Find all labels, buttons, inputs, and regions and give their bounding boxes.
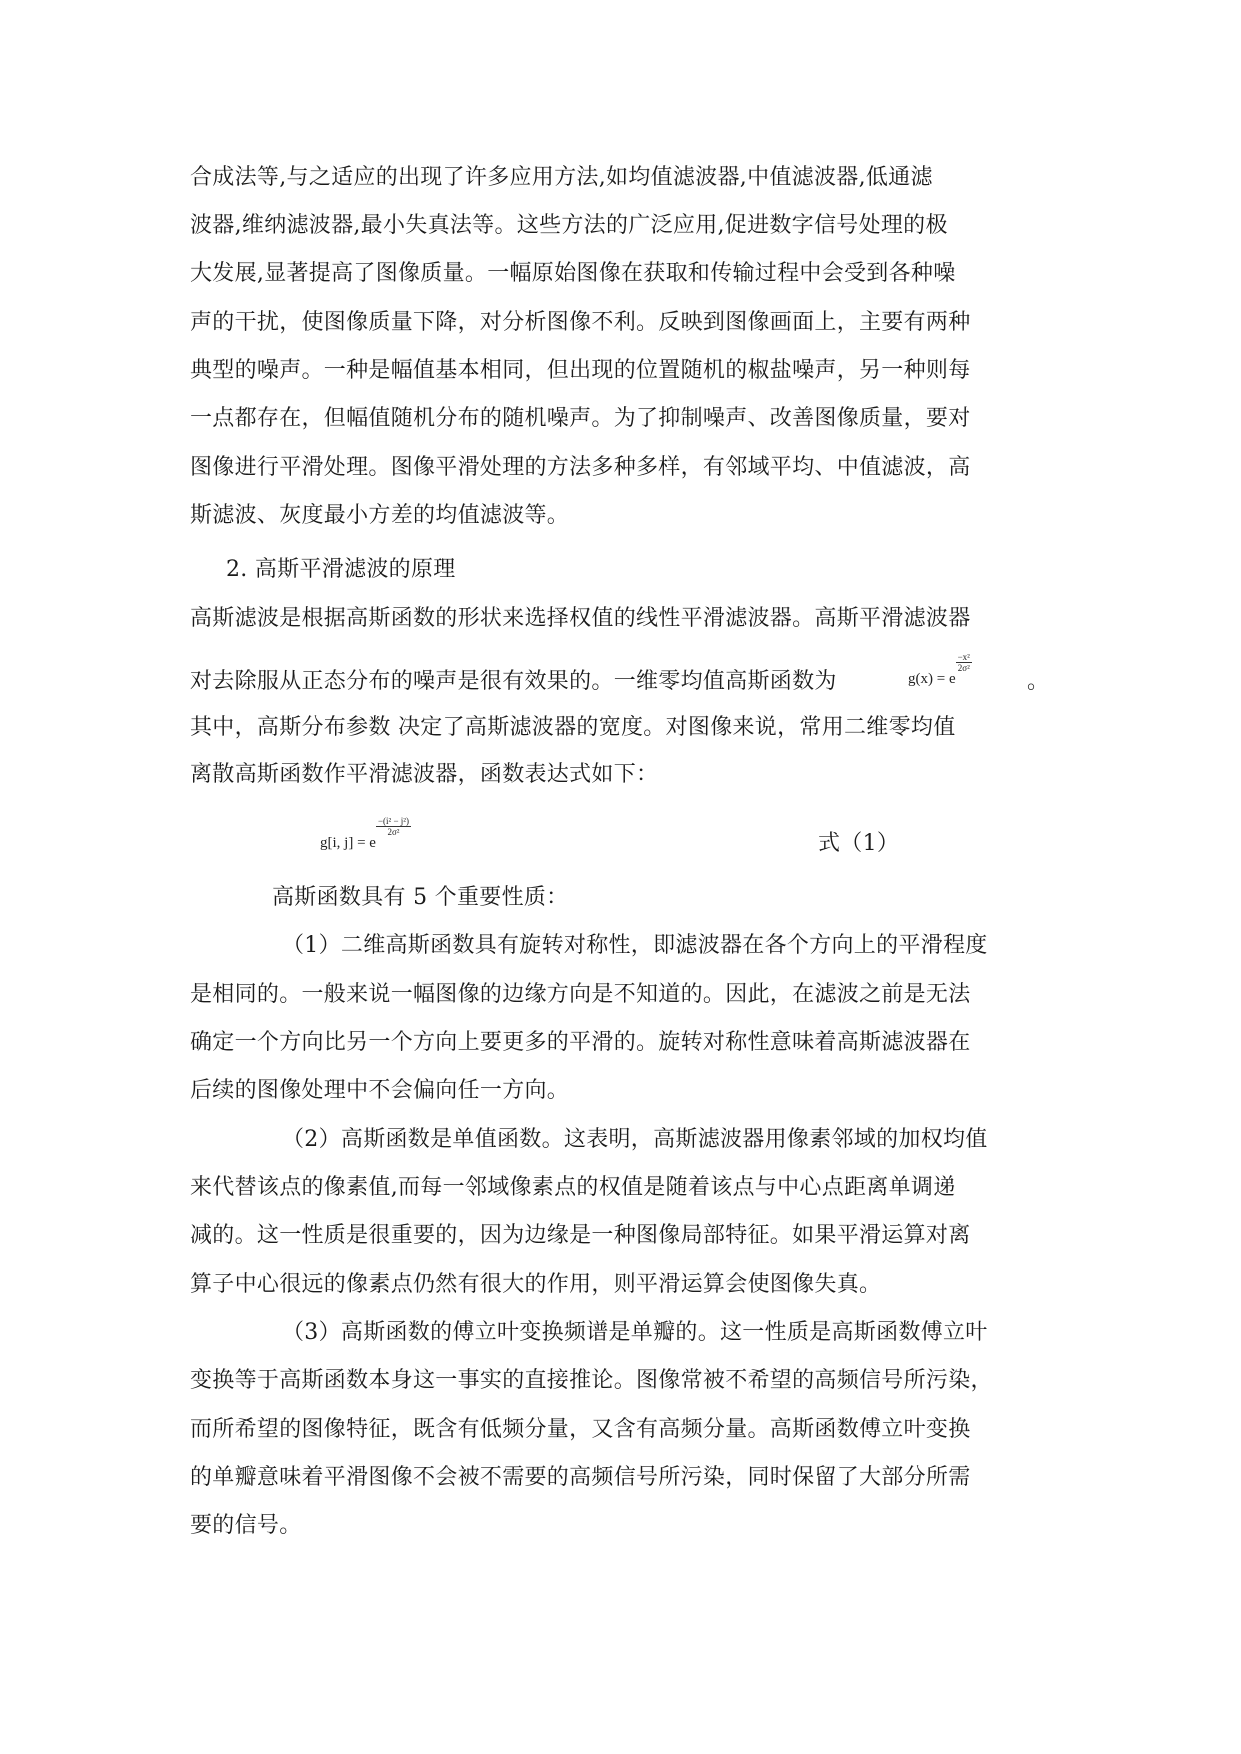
property-3-line: 而所希望的图像特征，既含有低频分量，又含有高频分量。高斯函数傅立叶变换	[190, 1417, 971, 1442]
formula-2d-exponent-denominator: 2σ²	[387, 827, 400, 837]
paragraph-2-period: 。	[1027, 669, 1050, 694]
property-3-line: 要的信号。	[190, 1513, 302, 1538]
property-3-line: 的单瓣意味着平滑图像不会被不需要的高频信号所污染，同时保留了大部分所需	[190, 1465, 971, 1490]
paragraph-1-line: 斯滤波、灰度最小方差的均值滤波等。	[190, 503, 570, 528]
equation-label: 式（1）	[818, 831, 900, 856]
section-heading: 2. 高斯平滑滤波的原理	[226, 557, 456, 582]
property-1-line: 是相同的。一般来说一幅图像的边缘方向是不知道的。因此，在滤波之前是无法	[190, 982, 971, 1007]
paragraph-1-line: 图像进行平滑处理。图像平滑处理的方法多种多样，有邻域平均、中值滤波，高	[190, 455, 971, 480]
paragraph-2-line: 高斯滤波是根据高斯函数的形状来选择权值的线性平滑滤波器。高斯平滑滤波器	[190, 606, 971, 631]
formula-1d-exponent-denominator: 2σ²	[957, 663, 970, 673]
property-1-line: 确定一个方向比另一个方向上要更多的平滑的。旋转对称性意味着高斯滤波器在	[190, 1030, 971, 1055]
paragraph-2-line: 离散高斯函数作平滑滤波器，函数表达式如下：	[190, 762, 659, 787]
formula-1d-exponent	[956, 652, 972, 673]
formula-1d-exponent-numerator: −x²	[957, 652, 970, 662]
paragraph-1-line: 一点都存在，但幅值随机分布的随机噪声。为了抑制噪声、改善图像质量，要对	[190, 406, 971, 431]
gaussian-2d-formula	[320, 816, 411, 852]
property-1-line: （1）二维高斯函数具有旋转对称性，即滤波器在各个方向上的平滑程度	[282, 933, 988, 958]
gaussian-1d-formula	[908, 652, 972, 688]
property-2-line: 来代替该点的像素值,而每一邻域像素点的权值是随着该点与中心点距离单调递	[190, 1175, 956, 1200]
paragraph-1-line: 合成法等,与之适应的出现了许多应用方法,如均值滤波器,中值滤波器,低通滤	[190, 165, 933, 190]
paragraph-1-line: 大发展,显著提高了图像质量。一幅原始图像在获取和传输过程中会受到各种噪	[190, 261, 956, 286]
property-2-line: 减的。这一性质是很重要的，因为边缘是一种图像局部特征。如果平滑运算对离	[190, 1223, 971, 1248]
property-2-line: 算子中心很远的像素点仍然有很大的作用，则平滑运算会使图像失真。	[190, 1272, 882, 1297]
formula-2d-lhs: g[i, j] = e	[320, 835, 376, 851]
paragraph-2-line: 其中，高斯分布参数 决定了高斯滤波器的宽度。对图像来说，常用二维零均值	[190, 715, 956, 740]
property-1-line: 后续的图像处理中不会偏向任一方向。	[190, 1078, 570, 1103]
property-3-line: 变换等于高斯函数本身这一事实的直接推论。图像常被不希望的高频信号所污染，	[190, 1368, 993, 1393]
formula-1d-lhs: g(x) = e	[908, 671, 956, 687]
property-2-line: （2）高斯函数是单值函数。这表明，高斯滤波器用像素邻域的加权均值	[282, 1127, 988, 1152]
paragraph-1-line: 典型的噪声。一种是幅值基本相同，但出现的位置随机的椒盐噪声，另一种则每	[190, 358, 971, 383]
property-3-line: （3）高斯函数的傅立叶变换频谱是单瓣的。这一性质是高斯函数傅立叶	[282, 1320, 988, 1345]
paragraph-2-line: 对去除服从正态分布的噪声是很有效果的。一维零均值高斯函数为	[190, 669, 837, 694]
paragraph-1-line: 声的干扰，使图像质量下降，对分析图像不利。反映到图像画面上，主要有两种	[190, 310, 971, 335]
formula-2d-exponent	[376, 816, 411, 837]
paragraph-1-line: 波器,维纳滤波器,最小失真法等。这些方法的广泛应用,促进数字信号处理的极	[190, 213, 948, 238]
formula-2d-exponent-numerator: −(i² − j²)	[377, 816, 409, 826]
properties-intro: 高斯函数具有 5 个重要性质：	[272, 885, 569, 910]
